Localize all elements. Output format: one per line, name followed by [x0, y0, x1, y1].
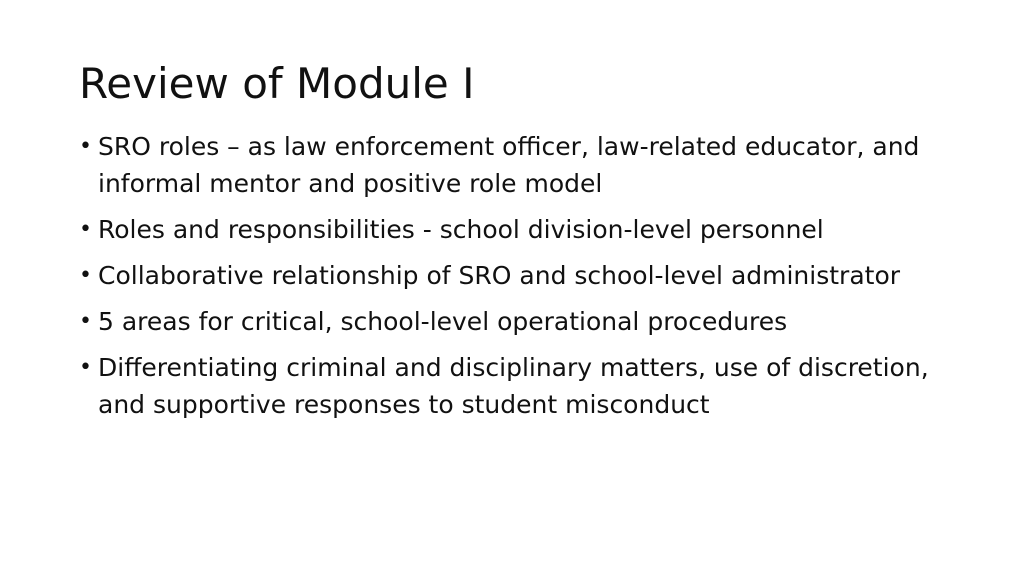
bullet-text: 5 areas for critical, school-level operational procedures	[98, 307, 788, 336]
bullet-item-sro-roles	[79, 128, 959, 202]
bullet-text: SRO roles – as law enforcement officer, law-related educator, and informal mentor and positive role model	[98, 132, 920, 198]
bullet-icon: •	[79, 309, 92, 334]
bullet-icon: •	[79, 263, 92, 288]
slide-title: Review of Module I	[79, 59, 475, 108]
bullet-icon: •	[79, 217, 92, 242]
bullet-list	[79, 128, 959, 432]
bullet-icon: •	[79, 355, 92, 380]
bullet-text: Roles and responsibilities - school division-level personnel	[98, 215, 824, 244]
bullet-text: Collaborative relationship of SRO and school-level administrator	[98, 261, 901, 290]
bullet-item-division-personnel	[79, 211, 959, 248]
bullet-icon: •	[79, 134, 92, 159]
bullet-item-operational-procedures	[79, 303, 959, 340]
bullet-item-misconduct-responses	[79, 349, 959, 423]
bullet-text: Differentiating criminal and disciplinary matters, use of discretion, and supportive responses to student misconduct	[98, 353, 929, 419]
bullet-item-collaborative-relationship	[79, 257, 959, 294]
